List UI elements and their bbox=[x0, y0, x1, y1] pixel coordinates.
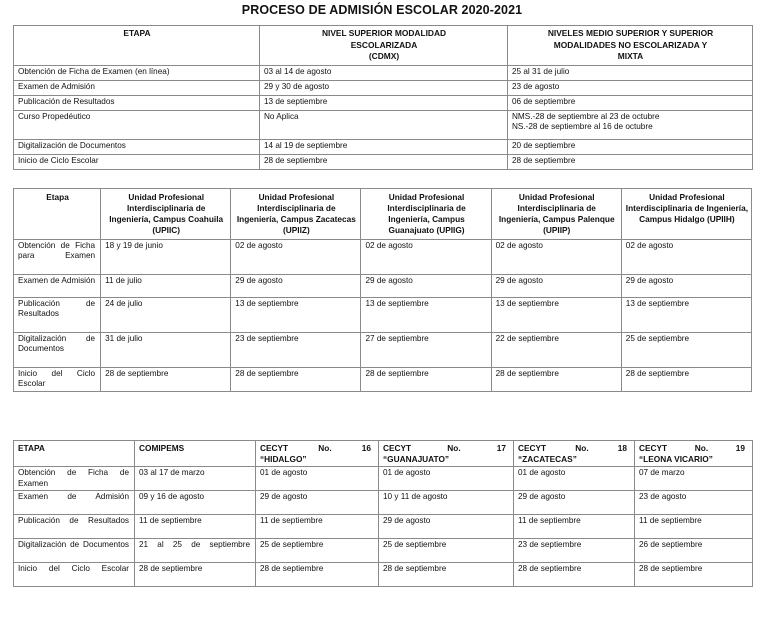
cell-medio: 25 al 31 de julio bbox=[508, 65, 753, 80]
cell-value: 24 de julio bbox=[101, 298, 231, 333]
cell-value: 28 de septiembre bbox=[379, 563, 514, 587]
column-header-cecyt-17 bbox=[379, 441, 514, 467]
header-line: Zacatecas (UPIIZ) bbox=[283, 214, 356, 235]
cell-etapa: Digitalización de Documentos bbox=[14, 539, 135, 563]
table-row bbox=[14, 95, 753, 110]
cell-etapa: Digitalización de Documentos bbox=[14, 139, 260, 154]
column-header-upiiz bbox=[231, 189, 361, 240]
header-line: Hidalgo (UPIIH) bbox=[674, 214, 735, 224]
header-line: Ingeniería, Campus bbox=[498, 214, 576, 224]
cell-value: 28 de septiembre bbox=[361, 368, 491, 392]
header-line: “LEONA VICARIO” bbox=[639, 453, 713, 464]
cell-value: 28 de septiembre bbox=[101, 368, 231, 392]
header-line: Unidad Profesional bbox=[258, 192, 335, 202]
header-line: ESCOLARIZADA bbox=[350, 39, 418, 50]
cell-value: 11 de septiembre bbox=[135, 515, 256, 539]
table-row bbox=[14, 139, 753, 154]
cell-value: 27 de septiembre bbox=[361, 333, 491, 368]
cell-value: 26 de septiembre bbox=[635, 539, 753, 563]
header-line: “ZACATECAS” bbox=[518, 453, 577, 464]
table-row bbox=[14, 240, 752, 275]
column-header-comipems bbox=[135, 441, 256, 467]
cell-value: 01 de agosto bbox=[514, 467, 635, 491]
cell-value: 01 de agosto bbox=[379, 467, 514, 491]
header-line: Unidad Profesional bbox=[518, 192, 595, 202]
cell-value: 29 de agosto bbox=[231, 275, 361, 298]
cell-superior: 03 al 14 de agosto bbox=[260, 65, 508, 80]
cell-value: 28 de septiembre bbox=[635, 563, 753, 587]
cell-value: 02 de agosto bbox=[621, 240, 751, 275]
cell-value: 25 de septiembre bbox=[621, 333, 751, 368]
column-header-etapa bbox=[14, 26, 260, 66]
table-row bbox=[14, 515, 753, 539]
table-row bbox=[14, 65, 753, 80]
header-line: COMIPEMS bbox=[139, 443, 185, 453]
cell-value: 28 de septiembre bbox=[621, 368, 751, 392]
cell-etapa: Examen de Admisión bbox=[14, 275, 101, 298]
header-line: NIVELES MEDIO SUPERIOR Y SUPERIOR bbox=[547, 28, 714, 38]
table-row bbox=[14, 563, 753, 587]
header-line: ETAPA bbox=[123, 28, 151, 38]
table-header-row bbox=[14, 189, 752, 240]
cell-value: 11 de septiembre bbox=[256, 515, 379, 539]
table-row bbox=[14, 298, 752, 333]
cell-etapa: Obtención de Ficha de Examen (en línea) bbox=[14, 65, 260, 80]
cell-value: 28 de septiembre bbox=[231, 368, 361, 392]
column-header-niveles-medio-superior bbox=[508, 26, 753, 66]
table-row bbox=[14, 80, 753, 95]
cell-value: 25 de septiembre bbox=[379, 539, 514, 563]
column-header-upiig bbox=[361, 189, 491, 240]
header-line: NIVEL SUPERIOR MODALIDAD bbox=[321, 28, 447, 38]
cell-value: 22 de septiembre bbox=[491, 333, 621, 368]
cell-etapa: Inicio de Ciclo Escolar bbox=[14, 154, 260, 169]
header-line: Ingeniería, Campus bbox=[388, 214, 465, 224]
cell-value: 29 de agosto bbox=[379, 515, 514, 539]
cell-medio: 06 de septiembre bbox=[508, 95, 753, 110]
cell-etapa: Examen de Admisión bbox=[14, 80, 260, 95]
header-line: “HIDALGO” bbox=[260, 453, 307, 464]
cell-value: 28 de septiembre bbox=[514, 563, 635, 587]
column-header-nivel-superior bbox=[260, 26, 508, 66]
cell-value: 28 de septiembre bbox=[135, 563, 256, 587]
table-row bbox=[14, 110, 753, 139]
cell-value: 31 de julio bbox=[101, 333, 231, 368]
header-line: Coahuila (UPIIC) bbox=[152, 214, 224, 235]
cell-value: 29 de agosto bbox=[361, 275, 491, 298]
cell-value: 02 de agosto bbox=[361, 240, 491, 275]
header-line: Unidad Profesional bbox=[388, 192, 465, 202]
cell-line: NMS.-28 de septiembre al 23 de octubre bbox=[512, 111, 660, 121]
header-line: Unidad Profesional bbox=[649, 192, 725, 202]
cell-value: 28 de septiembre bbox=[256, 563, 379, 587]
cell-medio: 28 de septiembre bbox=[508, 154, 753, 169]
cell-etapa: Curso Propedéutico bbox=[14, 110, 260, 139]
cell-value: 02 de agosto bbox=[491, 240, 621, 275]
header-line: “GUANAJUATO” bbox=[383, 453, 450, 464]
column-header-upiip bbox=[491, 189, 621, 240]
header-line: (CDMX) bbox=[368, 51, 400, 61]
admission-schedule-table-upii bbox=[13, 188, 752, 392]
cell-value: 29 de agosto bbox=[621, 275, 751, 298]
cell-value: 01 de agosto bbox=[256, 467, 379, 491]
admission-schedule-table-main bbox=[13, 25, 753, 170]
table-row bbox=[14, 333, 752, 368]
header-line: Palenque (UPIIP) bbox=[543, 214, 615, 235]
cell-value: 13 de septiembre bbox=[361, 298, 491, 333]
cell-value: 23 de septiembre bbox=[231, 333, 361, 368]
cell-value: 23 de agosto bbox=[635, 491, 753, 515]
header-line: ETAPA bbox=[18, 443, 45, 453]
table-row bbox=[14, 368, 752, 392]
cell-value: 11 de septiembre bbox=[635, 515, 753, 539]
table-row bbox=[14, 539, 753, 563]
header-line: Etapa bbox=[46, 192, 69, 202]
column-header-cecyt-18 bbox=[514, 441, 635, 467]
cell-value: 11 de julio bbox=[101, 275, 231, 298]
cell-superior: 28 de septiembre bbox=[260, 154, 508, 169]
cell-etapa: Examen de Admisión bbox=[14, 491, 135, 515]
cell-medio: 20 de septiembre bbox=[508, 139, 753, 154]
table-row bbox=[14, 275, 752, 298]
cell-etapa: Inicio del Ciclo Escolar bbox=[14, 368, 101, 392]
header-line: Ingeniería, Campus bbox=[236, 214, 314, 224]
header-line: Guanajuato (UPIIG) bbox=[388, 225, 465, 235]
column-header-etapa bbox=[14, 441, 135, 467]
column-header-etapa bbox=[14, 189, 101, 240]
cell-value: 13 de septiembre bbox=[621, 298, 751, 333]
cell-value: 03 al 17 de marzo bbox=[135, 467, 256, 491]
header-line: Ingeniería, Campus bbox=[639, 203, 748, 224]
header-line: MIXTA bbox=[617, 51, 644, 61]
cell-value: 18 y 19 de junio bbox=[101, 240, 231, 275]
header-line: CECYT No. 18 bbox=[518, 443, 627, 453]
cell-etapa: Publicación de Resultados bbox=[14, 298, 101, 333]
cell-value: 29 de agosto bbox=[514, 491, 635, 515]
table-row bbox=[14, 491, 753, 515]
cell-value: 23 de septiembre bbox=[514, 539, 635, 563]
column-header-cecyt-16 bbox=[256, 441, 379, 467]
header-line: Interdisciplinaria de bbox=[257, 203, 336, 213]
admission-schedule-table-cecyt bbox=[13, 440, 753, 587]
cell-superior: 29 y 30 de agosto bbox=[260, 80, 508, 95]
cell-value: 13 de septiembre bbox=[231, 298, 361, 333]
header-line: Interdisciplinaria de bbox=[517, 203, 596, 213]
header-line: CECYT No. 16 bbox=[260, 443, 371, 453]
header-line: Interdisciplinaria de bbox=[625, 203, 705, 213]
cell-superior: No Aplica bbox=[260, 110, 508, 139]
cell-value: 21 al 25 de septiembre bbox=[135, 539, 256, 563]
cell-value: 09 y 16 de agosto bbox=[135, 491, 256, 515]
column-header-upiih bbox=[621, 189, 751, 240]
column-header-cecyt-19 bbox=[635, 441, 753, 467]
header-line: Interdisciplinaria de bbox=[387, 203, 466, 213]
table-header-row bbox=[14, 26, 753, 66]
cell-value: 28 de septiembre bbox=[491, 368, 621, 392]
header-line: CECYT No. 17 bbox=[383, 443, 506, 453]
header-line: Unidad Profesional bbox=[128, 192, 204, 202]
cell-medio: 23 de agosto bbox=[508, 80, 753, 95]
cell-etapa: Digitalización de Documentos bbox=[14, 333, 101, 368]
column-header-upiic bbox=[101, 189, 231, 240]
cell-value: 10 y 11 de agosto bbox=[379, 491, 514, 515]
cell-line: NS.-28 de septiembre al 16 de octubre bbox=[512, 121, 653, 131]
table-header-row bbox=[14, 441, 753, 467]
header-line: Ingeniería, Campus bbox=[109, 214, 186, 224]
header-line: MODALIDADES NO ESCOLARIZADA Y bbox=[553, 39, 708, 50]
table-row bbox=[14, 467, 753, 491]
header-line: Interdisciplinaria de bbox=[127, 203, 206, 213]
header-line: CECYT No. 19 bbox=[639, 443, 745, 453]
cell-etapa: Obtención de Ficha de Examen bbox=[14, 467, 135, 491]
cell-value: 29 de agosto bbox=[256, 491, 379, 515]
cell-value: 07 de marzo bbox=[635, 467, 753, 491]
cell-value: 29 de agosto bbox=[491, 275, 621, 298]
table-row bbox=[14, 154, 753, 169]
cell-etapa: Publicación de Resultados bbox=[14, 95, 260, 110]
cell-etapa: Obtención de Ficha para Examen bbox=[14, 240, 101, 275]
cell-value: 13 de septiembre bbox=[491, 298, 621, 333]
cell-value: 02 de agosto bbox=[231, 240, 361, 275]
cell-etapa: Publicación de Resultados bbox=[14, 515, 135, 539]
page-title: PROCESO DE ADMISIÓN ESCOLAR 2020-2021 bbox=[241, 3, 523, 17]
cell-superior: 13 de septiembre bbox=[260, 95, 508, 110]
cell-medio bbox=[508, 110, 753, 139]
cell-value: 25 de septiembre bbox=[256, 539, 379, 563]
cell-value: 11 de septiembre bbox=[514, 515, 635, 539]
cell-etapa: Inicio del Ciclo Escolar bbox=[14, 563, 135, 587]
cell-superior: 14 al 19 de septiembre bbox=[260, 139, 508, 154]
